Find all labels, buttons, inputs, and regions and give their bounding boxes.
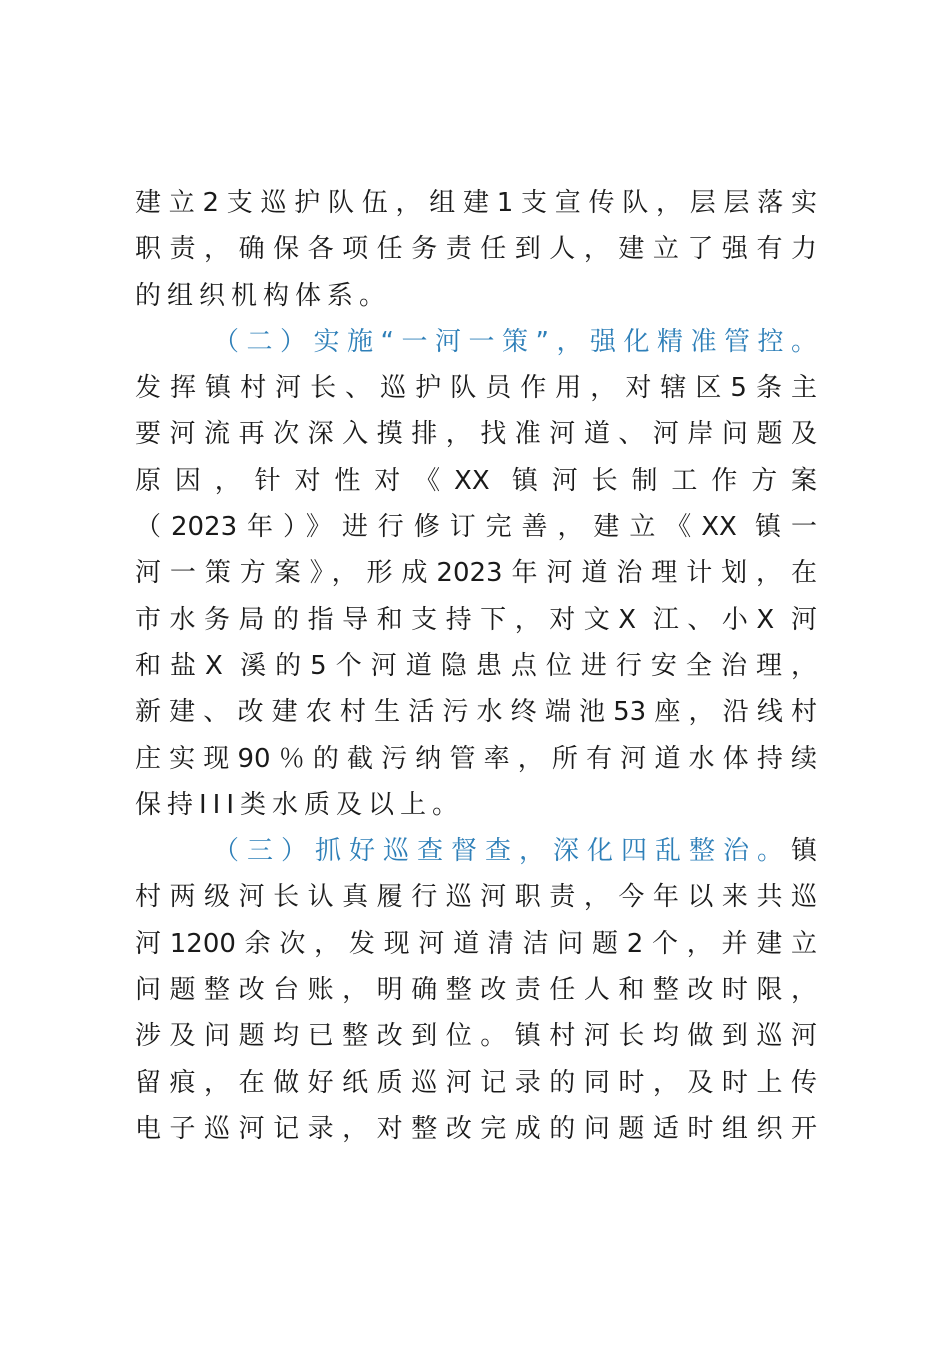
paragraph-2-heading-line xyxy=(135,319,817,365)
paragraph-1-line-3: 的组织机构体系。 xyxy=(135,280,392,311)
paragraph-1-line-2: 职责，确保各项任务责任到人，建立了强有力 xyxy=(135,234,817,265)
paragraph-2-line-7: 和盐X 溪的5个河道隐患点位进行安全治理， xyxy=(135,650,817,681)
paragraph-3-line-2: 河1200余次，发现河道清洁问题2个，并建立 xyxy=(135,928,817,959)
paragraph-3-line-4: 涉及问题均已整改到位。镇村河长均做到巡河 xyxy=(135,1021,817,1052)
paragraph-3-heading-line xyxy=(135,828,817,874)
paragraph-2-line-10: 保持III类水质及以上。 xyxy=(135,789,465,820)
paragraph-2-line-8: 新建、改建农村生活污水终端池53座，沿线村 xyxy=(135,697,817,728)
paragraph-2-line-3: 原因，针对性对《XX 镇河长制工作方案 xyxy=(135,465,817,496)
document-body xyxy=(135,180,817,1152)
paragraph-2-line-1: 发挥镇村河长、巡护队员作用，对辖区5条主 xyxy=(135,373,817,404)
paragraph-1-line-1: 建立2支巡护队伍，组建1支宣传队，层层落实 xyxy=(135,188,817,218)
paragraph-3-line-1: 村两级河长认真履行巡河职责，今年以来共巡 xyxy=(135,882,817,913)
paragraph-3-line-3: 问题整改台账，明确整改责任人和整改时限， xyxy=(135,975,817,1006)
paragraph-1 xyxy=(135,180,817,319)
paragraph-2-line-2: 要河流再次深入摸排，找准河道、河岸问题及 xyxy=(135,419,817,450)
paragraph-3-line-6: 电子巡河记录，对整改完成的问题适时组织开 xyxy=(135,1113,817,1144)
paragraph-2-line-6: 市水务局的指导和支持下，对文X 江、小X 河 xyxy=(135,604,817,635)
section-heading-2: （二）实施“一河一策”，强化精准管控。 xyxy=(213,326,817,357)
paragraph-2 xyxy=(135,319,817,828)
paragraph-2-line-5: 河一策方案》，形成2023年河道治理计划，在 xyxy=(135,558,817,589)
paragraph-2-line-4: （2023年）》进行修订完善，建立《XX 镇一 xyxy=(135,512,817,543)
section-heading-3: （三）抓好巡查督查，深化四乱整治。 xyxy=(213,836,791,867)
paragraph-3 xyxy=(135,828,817,1152)
paragraph-3-heading-tail: 镇 xyxy=(790,836,817,867)
paragraph-3-line-5: 留痕，在做好纸质巡河记录的同时，及时上传 xyxy=(135,1067,817,1098)
paragraph-2-line-9: 庄实现90％的截污纳管率，所有河道水体持续 xyxy=(135,743,817,774)
